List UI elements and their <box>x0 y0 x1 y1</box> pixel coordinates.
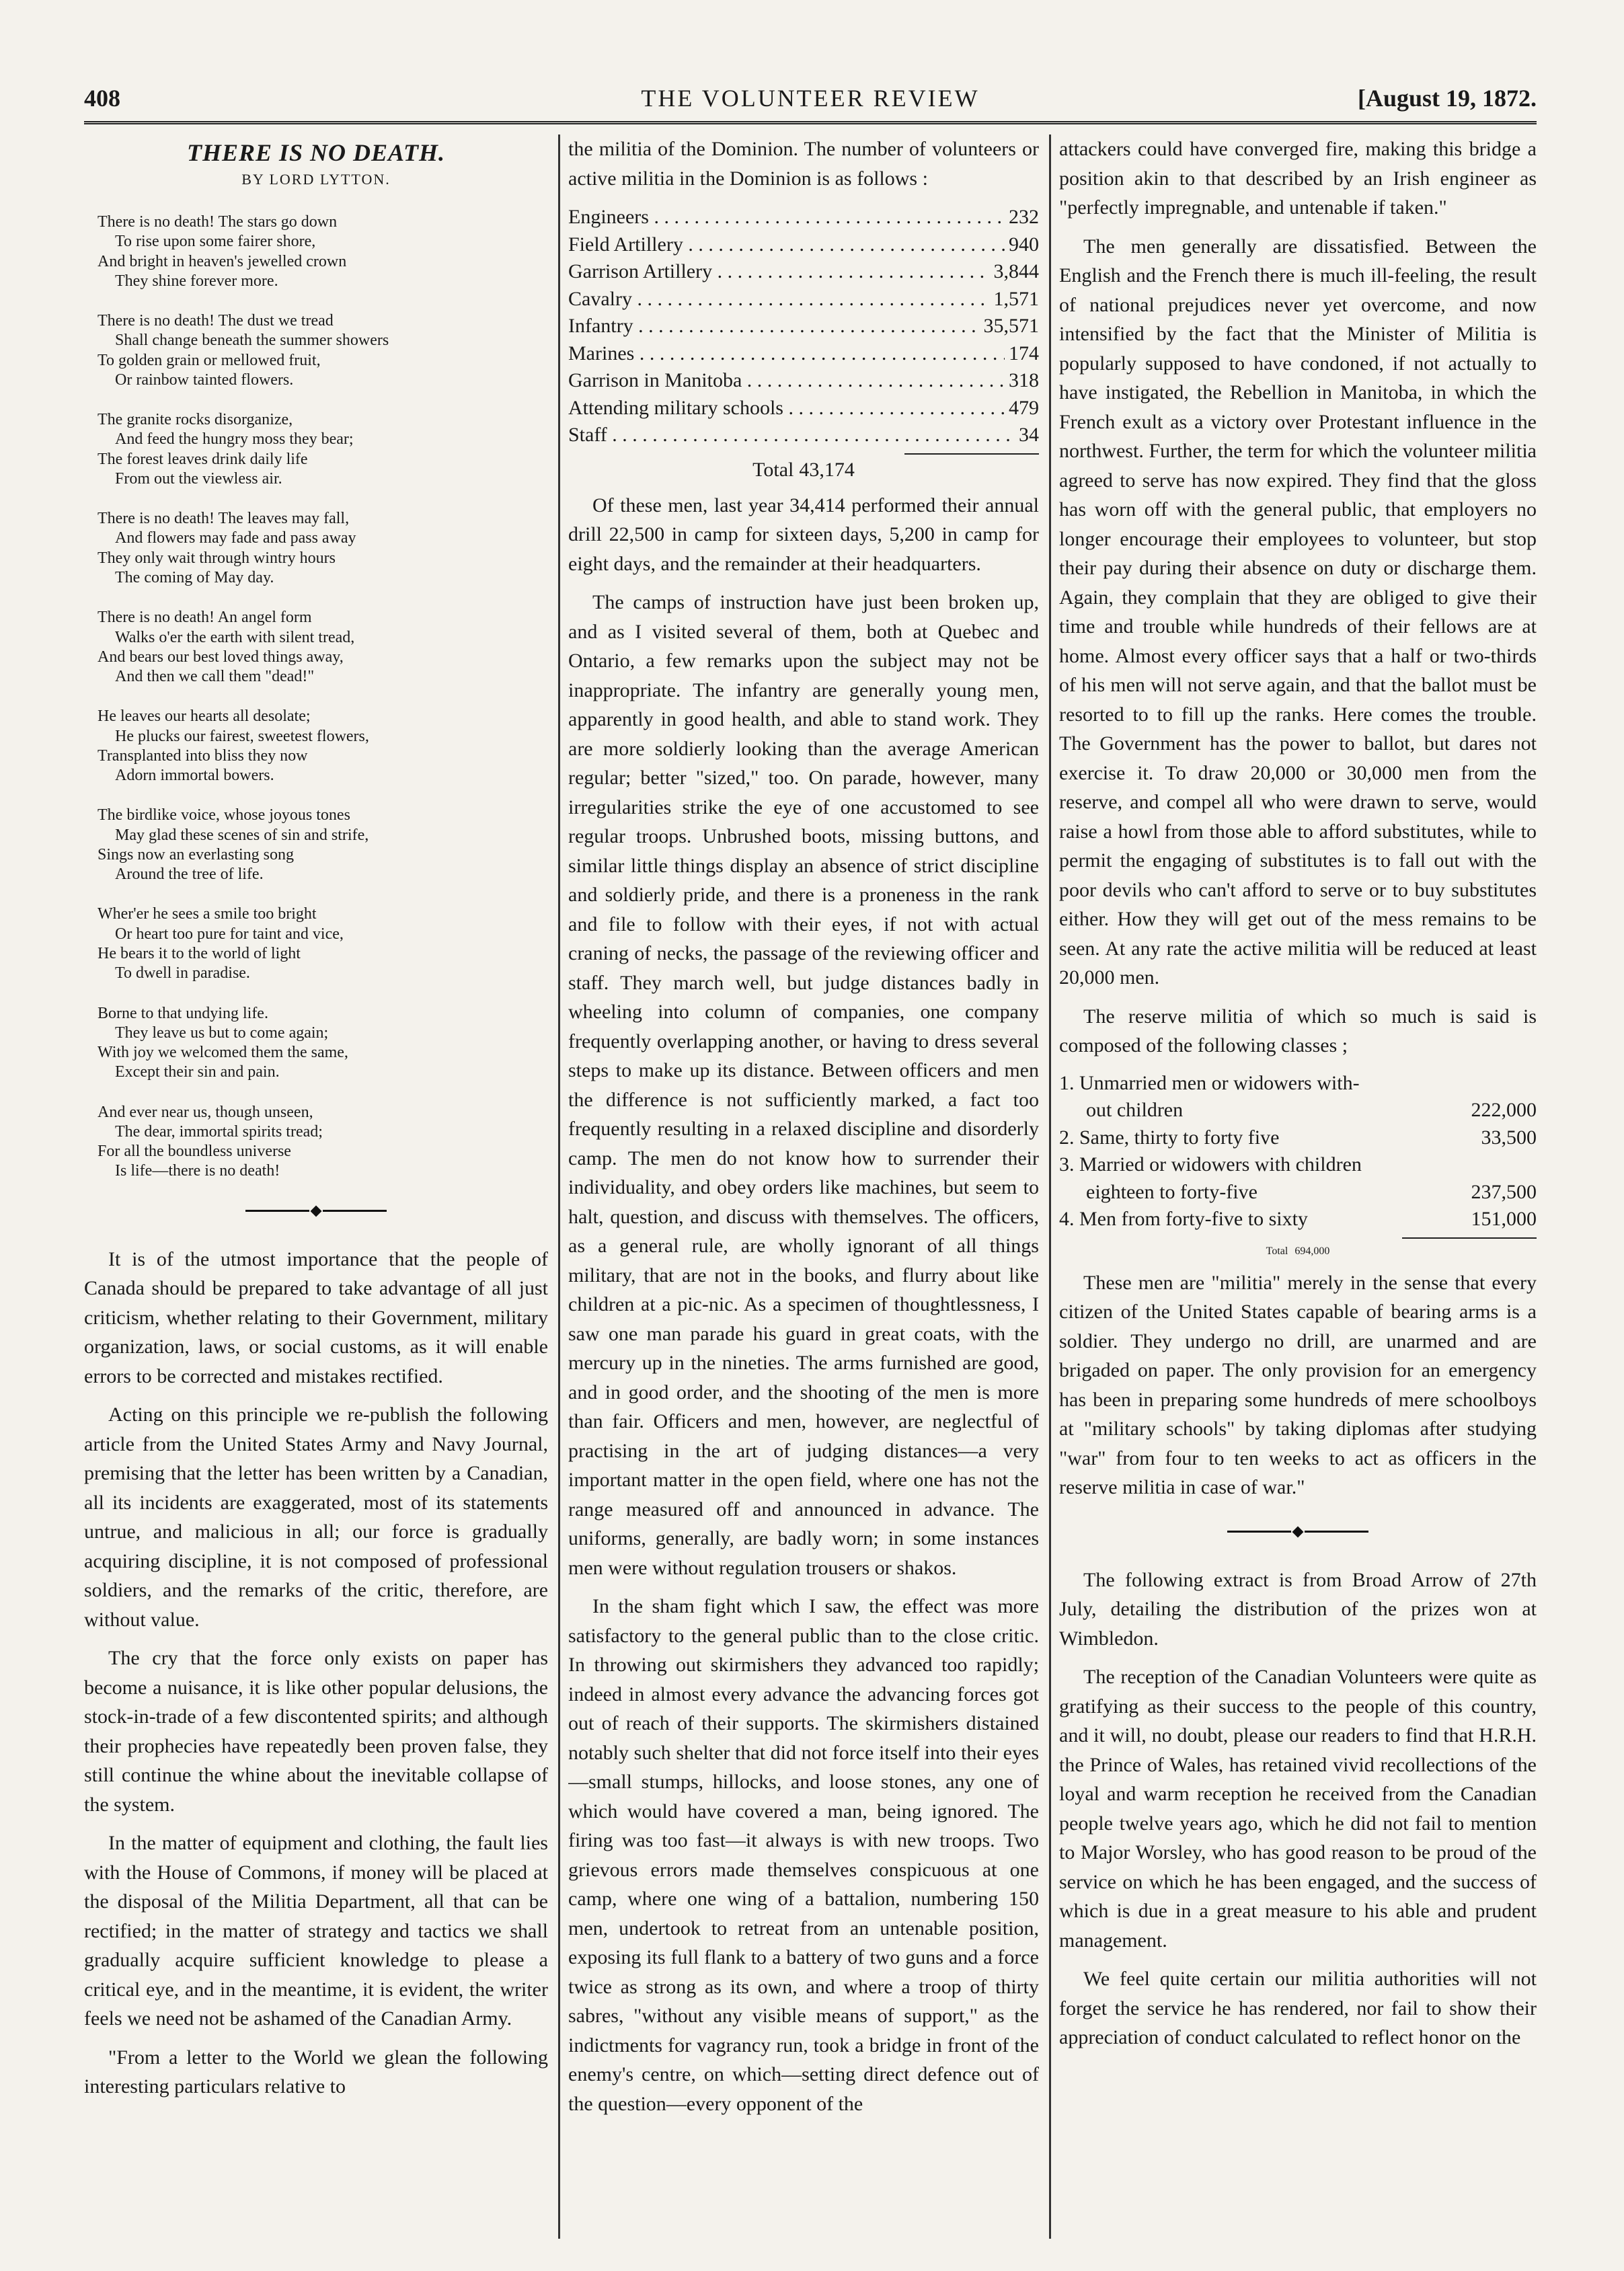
paragraph: attackers could have converged fire, making this bridge a position akin to that described by an Irish engineer as "perfectly impregnable, and untenable if taken." <box>1059 138 1537 219</box>
paragraph: In the sham fight which I saw, the effect was more satisfactory to the general public than to the close critic. In throwing out skirmishers they advanced too rapidly; indeed in almost every advance the advancing forces got out of reach of their supports. The skirmishers distained notably such shelter that did not force itself into their eyes—small stumps, hillocks, and loose stones, any one of which would have covered a man, being ignored. The firing was too fast—it always is with new troops. Two grievous errors made themselves conspicuous at one camp, where one wing of a battalion, numbering 150 men, undertook to retreat from an untenable position, exposing its full flank to a battery of two guns and a force twice as strong as its own, and where a troop of thirty sabres, "without any visible means of support," as the indictments for vagrancy run, took a bridge in front of the enemy's centre, on which—setting direct defence out of the question—every opponent of the <box>568 1595 1039 2115</box>
page-number: 408 <box>84 85 120 112</box>
paragraph: It is of the utmost importance that the people of Canada should be prepared to take advantage of all just criticism, whether relating to their Government, military organization, laws, or social customs, as it will enable errors to be corrected and mistakes rectified. <box>84 1247 548 1387</box>
poem-line: He plucks our fairest, sweetest flowers, <box>115 727 369 745</box>
poem-line: Adorn immortal bowers. <box>115 767 274 785</box>
poem-line: And flowers may fade and pass away <box>115 529 356 547</box>
poem-title: THERE IS NO DEATH. <box>186 139 446 166</box>
reserve-total <box>1059 1245 1537 1258</box>
militia-strength-table <box>568 204 1039 449</box>
poem-line: The coming of May day. <box>115 568 274 586</box>
row-value: 940 <box>1005 231 1039 259</box>
row-value: 222,000 <box>1471 1099 1537 1121</box>
row-label-wrap <box>568 204 1005 231</box>
row-value: 174 <box>1005 340 1039 368</box>
poem-line: He bears it to the world of light <box>98 944 301 962</box>
paragraph: In the matter of equipment and clothing, the fault lies with the House of Commons, if money will be placed at the disposal of the Militia Department, all that can be rectified; in the matter of strategy and tactics we shall gradually acquire sufficient knowledge to please a critical eye, and in the meantime, it is evident, the writer feels we need not be ashamed of the Canadian Army. <box>84 1832 548 2030</box>
table-row <box>568 231 1039 259</box>
poem-stanza <box>98 213 548 291</box>
poem-stanza <box>98 904 548 983</box>
poem-line: Around the tree of life. <box>115 865 264 884</box>
letter-closing-text <box>1059 1268 1537 1502</box>
row-label-block <box>1059 1151 1467 1206</box>
table-row <box>1059 1206 1537 1233</box>
row-value: 318 <box>1005 367 1039 395</box>
row-label-continued: eighteen to forty-five <box>1086 1180 1258 1203</box>
letter-continued-text <box>1059 134 1537 1061</box>
table-row <box>568 313 1039 340</box>
paragraph: The camps of instruction have just been broken up, and as I visited several of them, both at Quebec and Ontario, a few remarks upon the subject may not be inappropriate. The infantry are generally young men, apparently in good health, and able to stand work. They are more soldierly looking than the average American regular; better "sized," too. On parade, however, many irregularities strike the eye of one accustomed to see regular troops. Unbrushed boots, missing buttons, and similar little things display an absence of strict discipline and soldierly pride, and there is a proneness in the rank and file to follow with their eyes, if not with actual craning of necks, the passage of the reviewing officer and staff. They march well, but judge distances badly in wheeling into column of companies, one company frequently overlapping another, or having to dress several steps to make up its distance. Between officers and men the difference is not sufficiently marked, a fact too frequently resulting in a relaxed discipline and disorderly camp. The men do not know how to surrender their individuality, and obey orders like machines, but seem to halt, question, and discuss with themselves. The officers, as a general rule, are wholly ignorant of all things military, that are not in the books, and flurry about like children at a pic-nic. As a specimen of thoughtlessness, I saw one man parade his guard in great coats, with the mercury up in the nineties. The arms furnished are good, and in good order, and the shooting of the men is more than fair. Officers and men, however, are neglectful of practising in the art of judging distances—a very important matter in the open field, where one has not the range measured off and announced in advance. The uniforms, generally, are badly worn; in some instances men were without regulation trousers or shakos. <box>568 591 1039 1579</box>
table-row <box>568 367 1039 395</box>
row-label-block <box>1059 1124 1477 1152</box>
poem-line: Is life—there is no death! <box>115 1162 280 1180</box>
poem-line: Borne to that undying life. <box>98 1004 268 1022</box>
table-row <box>568 340 1039 368</box>
reserve-total-value: 694,000 <box>1294 1245 1330 1257</box>
table-row <box>568 395 1039 422</box>
poem-stanza <box>98 608 548 687</box>
poem-line: To dwell in paradise. <box>115 964 250 983</box>
row-value: 237,500 <box>1471 1180 1537 1203</box>
total-rule <box>904 453 1039 455</box>
table-row <box>568 204 1039 231</box>
paragraph: The reception of the Canadian Volunteers were quite as gratifying as their success to the people of this country, and it will, no doubt, please our readers to find that H.R.H. the Prince of Wales, has retained vivid recollections of the loyal and warm reception he received from the Canadian people twelve years ago, which he did not fail to mention to Major Worsley, who has good reason to be proud of the service on which he has been engaged, and the success of which is due in a great measure to his able and prudent management. <box>1059 1666 1537 1952</box>
poem-line: From out the viewless air. <box>115 469 282 488</box>
row-label-wrap <box>568 258 990 286</box>
poem-stanza <box>98 509 548 588</box>
row-label: 4. Men from forty-five to sixty <box>1059 1208 1308 1230</box>
table-row <box>568 286 1039 313</box>
row-value: 34 <box>1015 422 1039 449</box>
militia-total <box>568 459 1039 482</box>
poem-line: There is no death! An angel form <box>98 609 312 627</box>
row-value: 1,571 <box>990 286 1040 313</box>
row-label-block <box>1059 1070 1467 1124</box>
table-row <box>568 422 1039 449</box>
poem-line: There is no death! The dust we tread <box>98 312 334 330</box>
row-label-wrap <box>568 422 1015 449</box>
poem-stanza <box>98 707 548 785</box>
poem-line: The granite rocks disorganize, <box>98 411 293 429</box>
paragraph: Acting on this principle we re-publish the following article from the United States Army and Navy Journal, premising that the letter has been written by a Canadian, all its incidents are exaggerated, most of its statements untrue, and malicious in all; our force is gradually acquiring discipline, it is not composed of professional soldiers, and the remarks of the critic, therefore, are without value. <box>84 1403 548 1631</box>
paragraph: We feel quite certain our militia authorities will not forget the service he has rendered, nor fail to show their appreciation of conduct calculated to reflect honor on the <box>1059 1968 1537 2048</box>
section-divider <box>84 1207 548 1215</box>
militia-intro: the militia of the Dominion. The number of volunteers or active militia in the Dominion is as follows : <box>568 138 1039 190</box>
wimbledon-article-text <box>1059 1566 1537 2052</box>
reserve-total-label: Total <box>1266 1245 1288 1257</box>
paragraph: The men generally are dissatisfied. Between the English and the French there is much ill-feeling, the result of national prejudices never yet overcome, and now intensified by the fact that the Minister of Militia is popularly supposed to have condoned, if not actually to have instigated, the Rebellion in Manitoba, in which the French exult as a victory over Protestant influence in the northwest. Further, the term for which the volunteer militia agreed to serve has now expired. They find that the gloss has worn off with the general public, that employers no longer encourage their employees to volunteer, but stop their pay during their absence on duty or discharge them. Again, they complain that they are obliged to give their time and trouble while hundreds of their fellows are at home. Almost every officer says that a half or two-thirds of his men will not serve again, and that the ballot must be resorted to to fill up the ranks. Here comes the trouble. The Government has the power to ballot, but dares not exercise it. To draw 20,000 or 30,000 men from the reserve, and compel all who were drawn to serve, would raise a howl from those able to afford substitutes, while to permit the engaging of substitutes is to fall out with the poor devils who can't afford to serve or to buy substitutes either. How they will get out of the mess remains to be seen. At any rate the active militia will be reduced at least 20,000 men. <box>1059 235 1537 989</box>
poem-line: With joy we welcomed them the same, <box>98 1044 348 1062</box>
poem-line: Sings now an everlasting song <box>98 845 294 863</box>
row-label-block <box>1059 1206 1467 1233</box>
issue-date: [August 19, 1872. <box>1357 85 1537 112</box>
poem-stanza <box>98 806 548 884</box>
row-label-wrap <box>568 367 1005 395</box>
row-label: Garrison in Manitoba . . . <box>568 367 1005 395</box>
poem-stanza <box>98 311 548 390</box>
row-value: 151,000 <box>1471 1208 1537 1230</box>
poem-line: May glad these scenes of sin and strife, <box>115 826 369 844</box>
column-rule <box>558 134 560 2239</box>
table-row <box>1059 1151 1537 1206</box>
row-label: Staff . . . <box>568 422 1015 449</box>
column-3 <box>1059 134 1537 2239</box>
masthead <box>84 84 1537 118</box>
row-value: 3,844 <box>990 258 1040 286</box>
row-label-wrap <box>568 395 1005 422</box>
poem-stanza <box>98 410 548 489</box>
poem-line: The dear, immortal spirits tread; <box>115 1122 323 1141</box>
poem-line: There is no death! The stars go down <box>98 213 338 231</box>
poem-line: And bears our best loved things away, <box>98 648 344 666</box>
row-label: Marines . . . <box>568 340 1005 368</box>
row-value: 232 <box>1005 204 1039 231</box>
poem-line: Wher'er he sees a smile too bright <box>98 905 317 923</box>
reserve-militia-table <box>1059 1070 1537 1233</box>
poem-line: They shine forever more. <box>115 272 278 290</box>
row-label: Garrison Artillery . . . <box>568 258 990 286</box>
table-row <box>1059 1124 1537 1152</box>
row-value: 33,500 <box>1481 1126 1537 1149</box>
poem-line: Or rainbow tainted flowers. <box>115 371 294 389</box>
paragraph: "From a letter to the World we glean the following interesting particulars relative to <box>84 2046 548 2098</box>
section-divider <box>1059 1528 1537 1536</box>
column-1 <box>84 134 548 2239</box>
poem-line: The forest leaves drink daily life <box>98 450 308 468</box>
row-value: 479 <box>1005 395 1039 422</box>
poem-line: And bright in heaven's jewelled crown <box>98 252 347 270</box>
poem-line: Or heart too pure for taint and vice, <box>115 925 344 943</box>
paragraph: The following extract is from Broad Arrow of 27th July, detailing the distribution of the prizes won at Wimbledon. <box>1059 1568 1537 1650</box>
row-label: 2. Same, thirty to forty five <box>1059 1126 1280 1149</box>
total-value: 43,174 <box>799 458 855 481</box>
table-row <box>1059 1070 1537 1124</box>
poem-line: To rise upon some fairer shore, <box>115 233 316 251</box>
paragraph: The reserve militia of which so much is said is composed of the following classes ; <box>1059 1005 1537 1056</box>
poem-line: And then we call them "dead!" <box>115 668 315 686</box>
poem-line: To golden grain or mellowed fruit, <box>98 351 321 369</box>
newspaper-title: THE VOLUNTEER REVIEW <box>641 85 980 112</box>
column-rule <box>1049 134 1051 2239</box>
row-label: Engineers . . . <box>568 204 1005 231</box>
paragraph: These men are "militia" merely in the sense that every citizen of the United States capable of bearing arms is a soldier. They undergo no drill, are unarmed and are brigaded on paper. The only provision for an emergency has been in preparing some hundreds of mere schoolboys at "military schools" by taking diplomas after studying "war" from four to ten weeks to act as officers in the reserve militia in case of war." <box>1059 1271 1537 1498</box>
row-label: Cavalry . . . <box>568 286 990 313</box>
row-label-wrap <box>568 340 1005 368</box>
total-rule <box>1402 1237 1537 1239</box>
header-rule <box>84 121 1537 124</box>
poem-body <box>98 213 548 1182</box>
row-label-wrap <box>568 231 1005 259</box>
poem-stanza <box>98 1004 548 1083</box>
row-label-wrap <box>568 313 980 340</box>
poem-line: The birdlike voice, whose joyous tones <box>98 806 350 824</box>
table-row <box>568 258 1039 286</box>
poem-stanza <box>98 1103 548 1182</box>
row-label: Field Artillery . . . <box>568 231 1005 259</box>
row-label: Infantry . . . <box>568 313 980 340</box>
poem-line: And feed the hungry moss they bear; <box>115 430 354 449</box>
row-label-wrap <box>568 286 990 313</box>
paragraph: Of these men, last year 34,414 performed their annual drill 22,500 in camp for sixteen days, 5,200 in camp for eight days, and the remainder at their headquarters. <box>568 494 1039 575</box>
total-label: Total <box>752 458 794 481</box>
poem-line: He leaves our hearts all desolate; <box>98 707 311 726</box>
column-2 <box>568 134 1039 2239</box>
row-label: 1. Unmarried men or widowers with- <box>1059 1071 1360 1094</box>
editorial-text <box>84 1245 548 2102</box>
paragraph: The cry that the force only exists on paper has become a nuisance, it is like other popular delusions, the stock-in-trade of a few discontented spirits; and although their prophecies have repeatedly been proven false, they still continue the whine about the inevitable collapse of the system. <box>84 1647 548 1816</box>
row-label: Attending military schools . . . <box>568 395 1005 422</box>
poem-author: BY LORD LYTTON. <box>241 171 391 188</box>
row-label-continued: out children <box>1086 1099 1184 1121</box>
poem-line: They only wait through wintry hours <box>98 549 336 567</box>
poem-line: Transplanted into bliss they now <box>98 746 308 765</box>
row-value: 35,571 <box>980 313 1040 340</box>
poem-line: Shall change beneath the summer showers <box>115 332 389 350</box>
poem-line: And ever near us, though unseen, <box>98 1103 313 1121</box>
row-label: 3. Married or widowers with children <box>1059 1153 1362 1176</box>
poem-line: For all the boundless universe <box>98 1143 291 1161</box>
poem-line: Except their sin and pain. <box>115 1063 280 1081</box>
poem-line: Walks o'er the earth with silent tread, <box>115 628 355 646</box>
letter-text <box>568 491 1039 2119</box>
poem-line: There is no death! The leaves may fall, <box>98 510 350 528</box>
poem-line: They leave us but to come again; <box>115 1024 329 1042</box>
